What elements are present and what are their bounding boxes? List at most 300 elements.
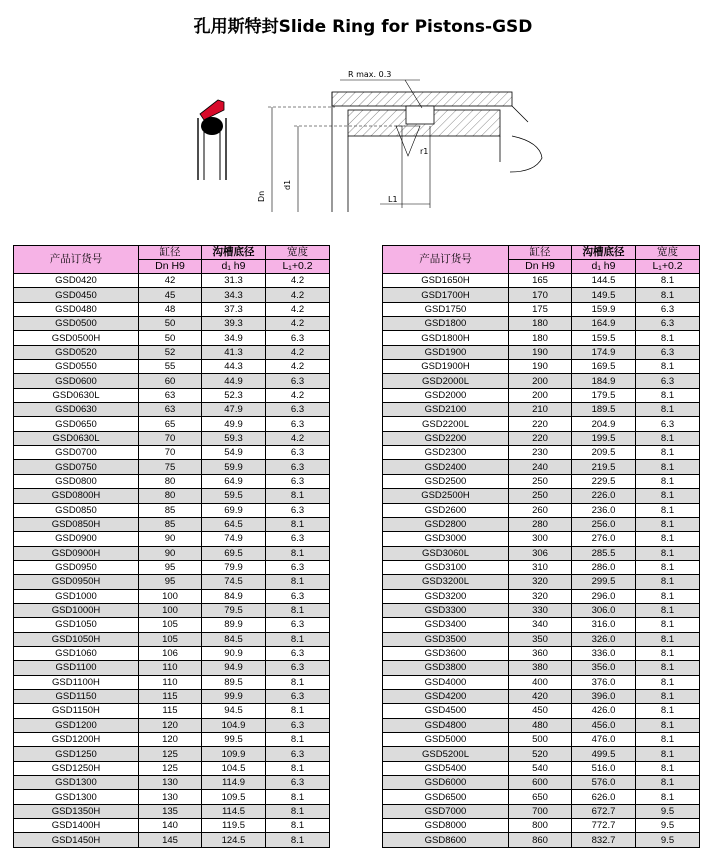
cell-part-no: GSD4500 xyxy=(383,704,509,718)
cell-part-no: GSD5000 xyxy=(383,733,509,747)
cell-bore: 70 xyxy=(139,431,202,445)
cell-width: 6.3 xyxy=(266,331,330,345)
header-part-no: 产品订货号 xyxy=(14,246,139,274)
cell-bore: 860 xyxy=(509,833,572,847)
cell-part-no: GSD3200L xyxy=(383,575,509,589)
cell-groove-diameter: 52.3 xyxy=(202,388,266,402)
cell-width: 8.1 xyxy=(636,776,700,790)
cell-groove-diameter: 189.5 xyxy=(572,403,636,417)
header-groove-cn: 沟槽底径 xyxy=(202,246,266,260)
cell-groove-diameter: 336.0 xyxy=(572,646,636,660)
cell-width: 4.2 xyxy=(266,274,330,288)
cell-part-no: GSD0900H xyxy=(14,546,139,560)
cell-bore: 540 xyxy=(509,761,572,775)
table-row xyxy=(14,503,330,517)
page-title: 孔用斯特封Slide Ring for Pistons-GSD xyxy=(193,17,533,37)
cell-width: 6.3 xyxy=(266,718,330,732)
cell-width: 8.1 xyxy=(266,833,330,847)
cell-groove-diameter: 626.0 xyxy=(572,790,636,804)
seal-cross-section-drawing xyxy=(190,62,560,222)
cell-groove-diameter: 326.0 xyxy=(572,632,636,646)
cell-width: 8.1 xyxy=(266,733,330,747)
cell-part-no: GSD2000 xyxy=(383,388,509,402)
table-row xyxy=(14,646,330,660)
table-row xyxy=(383,274,700,288)
cell-bore: 95 xyxy=(139,560,202,574)
cell-part-no: GSD1000 xyxy=(14,589,139,603)
cell-groove-diameter: 69.5 xyxy=(202,546,266,560)
cell-part-no: GSD0630L xyxy=(14,431,139,445)
cell-bore: 280 xyxy=(509,517,572,531)
table-row xyxy=(14,661,330,675)
cell-groove-diameter: 84.5 xyxy=(202,632,266,646)
cell-bore: 63 xyxy=(139,388,202,402)
cell-groove-diameter: 114.9 xyxy=(202,776,266,790)
cell-groove-diameter: 672.7 xyxy=(572,804,636,818)
table-row xyxy=(14,388,330,402)
cell-width: 6.3 xyxy=(636,417,700,431)
r1-dimension-label: r1 xyxy=(420,147,429,156)
cell-groove-diameter: 396.0 xyxy=(572,689,636,703)
cell-groove-diameter: 226.0 xyxy=(572,489,636,503)
table-row xyxy=(14,560,330,574)
cell-groove-diameter: 37.3 xyxy=(202,302,266,316)
cell-width: 6.3 xyxy=(266,532,330,546)
spec-table-right xyxy=(382,245,700,848)
table-row xyxy=(383,374,700,388)
table-row xyxy=(383,790,700,804)
cell-groove-diameter: 69.9 xyxy=(202,503,266,517)
cell-bore: 340 xyxy=(509,618,572,632)
cell-groove-diameter: 54.9 xyxy=(202,446,266,460)
cell-bore: 190 xyxy=(509,345,572,359)
table-row xyxy=(14,274,330,288)
table-row xyxy=(14,460,330,474)
cell-part-no: GSD3300 xyxy=(383,603,509,617)
radius-max-label: R max. 0.3 xyxy=(348,70,392,79)
cell-bore: 330 xyxy=(509,603,572,617)
table-row xyxy=(383,317,700,331)
cell-width: 8.1 xyxy=(636,288,700,302)
table-row xyxy=(383,761,700,775)
cell-width: 8.1 xyxy=(266,517,330,531)
cell-width: 4.2 xyxy=(266,345,330,359)
cell-groove-diameter: 89.9 xyxy=(202,618,266,632)
cell-width: 8.1 xyxy=(636,460,700,474)
cell-width: 6.3 xyxy=(266,474,330,488)
cell-bore: 230 xyxy=(509,446,572,460)
cell-part-no: GSD3060L xyxy=(383,546,509,560)
cell-groove-diameter: 832.7 xyxy=(572,833,636,847)
cell-bore: 130 xyxy=(139,790,202,804)
cell-part-no: GSD1060 xyxy=(14,646,139,660)
cell-part-no: GSD2500H xyxy=(383,489,509,503)
cell-bore: 250 xyxy=(509,489,572,503)
cell-groove-diameter: 576.0 xyxy=(572,776,636,790)
cell-width: 8.1 xyxy=(636,446,700,460)
cell-bore: 220 xyxy=(509,417,572,431)
cell-groove-diameter: 174.9 xyxy=(572,345,636,359)
table-row xyxy=(14,589,330,603)
cell-width: 8.1 xyxy=(636,560,700,574)
cell-groove-diameter: 285.5 xyxy=(572,546,636,560)
table-row xyxy=(14,345,330,359)
cell-bore: 65 xyxy=(139,417,202,431)
cell-bore: 125 xyxy=(139,747,202,761)
cell-part-no: GSD0500H xyxy=(14,331,139,345)
table-row xyxy=(14,532,330,546)
cell-bore: 520 xyxy=(509,747,572,761)
cell-groove-diameter: 149.5 xyxy=(572,288,636,302)
cell-groove-diameter: 104.5 xyxy=(202,761,266,775)
cell-groove-diameter: 59.5 xyxy=(202,489,266,503)
cell-width: 6.3 xyxy=(266,503,330,517)
cell-groove-diameter: 74.5 xyxy=(202,575,266,589)
cell-width: 4.2 xyxy=(266,302,330,316)
cell-width: 9.5 xyxy=(636,833,700,847)
table-row xyxy=(383,589,700,603)
table-row xyxy=(14,790,330,804)
cell-part-no: GSD0600 xyxy=(14,374,139,388)
cell-bore: 180 xyxy=(509,317,572,331)
table-row xyxy=(14,632,330,646)
cell-part-no: GSD2100 xyxy=(383,403,509,417)
cell-width: 8.1 xyxy=(636,274,700,288)
cell-part-no: GSD8600 xyxy=(383,833,509,847)
cell-groove-diameter: 34.9 xyxy=(202,331,266,345)
cell-width: 9.5 xyxy=(636,819,700,833)
cell-part-no: GSD2800 xyxy=(383,517,509,531)
cell-bore: 650 xyxy=(509,790,572,804)
table-row xyxy=(14,417,330,431)
cell-part-no: GSD1650H xyxy=(383,274,509,288)
cell-bore: 600 xyxy=(509,776,572,790)
cell-bore: 175 xyxy=(509,302,572,316)
cell-bore: 120 xyxy=(139,733,202,747)
table-row xyxy=(14,575,330,589)
cell-width: 4.2 xyxy=(266,288,330,302)
cell-groove-diameter: 456.0 xyxy=(572,718,636,732)
cell-part-no: GSD0800H xyxy=(14,489,139,503)
cell-bore: 260 xyxy=(509,503,572,517)
cell-bore: 480 xyxy=(509,718,572,732)
cell-part-no: GSD0420 xyxy=(14,274,139,288)
cell-part-no: GSD3400 xyxy=(383,618,509,632)
cell-width: 8.1 xyxy=(266,804,330,818)
table-row xyxy=(14,733,330,747)
header-groove-en: d₁ h9 xyxy=(572,260,636,274)
header-groove-en: d₁ h9 xyxy=(202,260,266,274)
cell-groove-diameter: 94.5 xyxy=(202,704,266,718)
table-row xyxy=(383,331,700,345)
table-row xyxy=(14,747,330,761)
cell-part-no: GSD0550 xyxy=(14,360,139,374)
cell-bore: 125 xyxy=(139,761,202,775)
cell-part-no: GSD2600 xyxy=(383,503,509,517)
cell-groove-diameter: 49.9 xyxy=(202,417,266,431)
seal-profile-icon xyxy=(198,100,226,180)
table-row xyxy=(14,403,330,417)
cell-bore: 106 xyxy=(139,646,202,660)
table-row xyxy=(383,833,700,847)
table-row xyxy=(383,489,700,503)
cell-bore: 190 xyxy=(509,360,572,374)
cell-groove-diameter: 99.9 xyxy=(202,689,266,703)
table-row xyxy=(383,819,700,833)
cell-width: 8.1 xyxy=(636,431,700,445)
table-row xyxy=(14,603,330,617)
cell-width: 6.3 xyxy=(636,374,700,388)
cell-bore: 360 xyxy=(509,646,572,660)
table-row xyxy=(383,646,700,660)
cell-part-no: GSD1200 xyxy=(14,718,139,732)
cell-width: 8.1 xyxy=(636,503,700,517)
cell-width: 6.3 xyxy=(266,417,330,431)
cell-width: 6.3 xyxy=(266,446,330,460)
cell-bore: 70 xyxy=(139,446,202,460)
cell-bore: 110 xyxy=(139,675,202,689)
cell-width: 4.2 xyxy=(266,431,330,445)
table-row xyxy=(14,489,330,503)
cell-part-no: GSD1250H xyxy=(14,761,139,775)
table-row xyxy=(383,546,700,560)
cell-bore: 80 xyxy=(139,489,202,503)
cell-groove-diameter: 184.9 xyxy=(572,374,636,388)
cell-width: 8.1 xyxy=(636,575,700,589)
cell-width: 8.1 xyxy=(636,790,700,804)
cell-part-no: GSD1050H xyxy=(14,632,139,646)
cell-width: 8.1 xyxy=(266,632,330,646)
table-row xyxy=(383,747,700,761)
cell-part-no: GSD1150 xyxy=(14,689,139,703)
cell-bore: 700 xyxy=(509,804,572,818)
cell-width: 6.3 xyxy=(266,560,330,574)
cell-bore: 45 xyxy=(139,288,202,302)
table-row xyxy=(14,431,330,445)
cell-part-no: GSD1100 xyxy=(14,661,139,675)
cell-bore: 500 xyxy=(509,733,572,747)
cell-bore: 110 xyxy=(139,661,202,675)
table-row xyxy=(383,431,700,445)
cell-width: 8.1 xyxy=(636,532,700,546)
cell-part-no: GSD0850H xyxy=(14,517,139,531)
cell-groove-diameter: 219.5 xyxy=(572,460,636,474)
cell-part-no: GSD2000L xyxy=(383,374,509,388)
cell-part-no: GSD1700H xyxy=(383,288,509,302)
cell-bore: 48 xyxy=(139,302,202,316)
header-bore-cn: 缸径 xyxy=(509,246,572,260)
cell-part-no: GSD1400H xyxy=(14,819,139,833)
table-row xyxy=(14,689,330,703)
table-row xyxy=(14,288,330,302)
cell-part-no: GSD0850 xyxy=(14,503,139,517)
cell-part-no: GSD0500 xyxy=(14,317,139,331)
cell-bore: 135 xyxy=(139,804,202,818)
cell-groove-diameter: 476.0 xyxy=(572,733,636,747)
cell-width: 8.1 xyxy=(636,761,700,775)
cell-width: 8.1 xyxy=(636,589,700,603)
cell-width: 8.1 xyxy=(636,718,700,732)
cell-groove-diameter: 44.3 xyxy=(202,360,266,374)
cell-width: 8.1 xyxy=(636,704,700,718)
cell-bore: 170 xyxy=(509,288,572,302)
cell-bore: 105 xyxy=(139,618,202,632)
table-row xyxy=(383,345,700,359)
cell-groove-diameter: 209.5 xyxy=(572,446,636,460)
cell-width: 8.1 xyxy=(636,733,700,747)
cell-width: 8.1 xyxy=(636,646,700,660)
cell-groove-diameter: 84.9 xyxy=(202,589,266,603)
cell-bore: 300 xyxy=(509,532,572,546)
cell-part-no: GSD6500 xyxy=(383,790,509,804)
cell-part-no: GSD2300 xyxy=(383,446,509,460)
cell-width: 8.1 xyxy=(636,546,700,560)
cell-groove-diameter: 169.5 xyxy=(572,360,636,374)
cell-bore: 90 xyxy=(139,546,202,560)
cell-groove-diameter: 90.9 xyxy=(202,646,266,660)
cell-groove-diameter: 159.9 xyxy=(572,302,636,316)
cell-groove-diameter: 772.7 xyxy=(572,819,636,833)
cell-width: 8.1 xyxy=(636,689,700,703)
cell-groove-diameter: 47.9 xyxy=(202,403,266,417)
cell-width: 8.1 xyxy=(266,603,330,617)
cell-width: 6.3 xyxy=(266,646,330,660)
cell-width: 6.3 xyxy=(266,776,330,790)
cell-groove-diameter: 44.9 xyxy=(202,374,266,388)
cell-part-no: GSD3200 xyxy=(383,589,509,603)
table-row xyxy=(14,833,330,847)
cell-groove-diameter: 164.9 xyxy=(572,317,636,331)
cell-part-no: GSD0950 xyxy=(14,560,139,574)
cell-width: 8.1 xyxy=(636,747,700,761)
cell-groove-diameter: 94.9 xyxy=(202,661,266,675)
cell-width: 8.1 xyxy=(266,546,330,560)
cell-groove-diameter: 199.5 xyxy=(572,431,636,445)
cell-groove-diameter: 74.9 xyxy=(202,532,266,546)
cell-width: 6.3 xyxy=(636,302,700,316)
cell-width: 4.2 xyxy=(266,360,330,374)
cell-width: 8.1 xyxy=(266,819,330,833)
cell-width: 8.1 xyxy=(266,790,330,804)
cell-bore: 120 xyxy=(139,718,202,732)
cell-width: 8.1 xyxy=(636,489,700,503)
cell-groove-diameter: 316.0 xyxy=(572,618,636,632)
cell-groove-diameter: 299.5 xyxy=(572,575,636,589)
cell-part-no: GSD1300 xyxy=(14,790,139,804)
table-row xyxy=(383,503,700,517)
cell-part-no: GSD4200 xyxy=(383,689,509,703)
table-row xyxy=(383,718,700,732)
cell-width: 8.1 xyxy=(636,388,700,402)
cell-bore: 210 xyxy=(509,403,572,417)
cell-bore: 320 xyxy=(509,589,572,603)
cell-part-no: GSD1350H xyxy=(14,804,139,818)
cell-part-no: GSD2200L xyxy=(383,417,509,431)
table-row xyxy=(383,403,700,417)
cell-part-no: GSD1250 xyxy=(14,747,139,761)
cell-part-no: GSD0630 xyxy=(14,403,139,417)
table-row xyxy=(14,474,330,488)
cell-part-no: GSD1800 xyxy=(383,317,509,331)
cell-part-no: GSD0650 xyxy=(14,417,139,431)
cell-bore: 85 xyxy=(139,503,202,517)
cell-groove-diameter: 179.5 xyxy=(572,388,636,402)
header-groove-cn: 沟槽底径 xyxy=(572,246,636,260)
cell-part-no: GSD1150H xyxy=(14,704,139,718)
table-row xyxy=(383,560,700,574)
table-row xyxy=(383,417,700,431)
cell-bore: 200 xyxy=(509,388,572,402)
cell-bore: 250 xyxy=(509,474,572,488)
cell-groove-diameter: 296.0 xyxy=(572,589,636,603)
cell-groove-diameter: 89.5 xyxy=(202,675,266,689)
cell-bore: 145 xyxy=(139,833,202,847)
cell-part-no: GSD1750 xyxy=(383,302,509,316)
cell-groove-diameter: 31.3 xyxy=(202,274,266,288)
cell-bore: 115 xyxy=(139,704,202,718)
cell-part-no: GSD3500 xyxy=(383,632,509,646)
table-row xyxy=(383,360,700,374)
cell-width: 8.1 xyxy=(266,675,330,689)
cell-part-no: GSD2500 xyxy=(383,474,509,488)
cell-part-no: GSD1900H xyxy=(383,360,509,374)
cell-width: 6.3 xyxy=(636,317,700,331)
cell-groove-diameter: 64.5 xyxy=(202,517,266,531)
cell-part-no: GSD0800 xyxy=(14,474,139,488)
cell-part-no: GSD7000 xyxy=(383,804,509,818)
cell-bore: 60 xyxy=(139,374,202,388)
cell-part-no: GSD0750 xyxy=(14,460,139,474)
cell-groove-diameter: 39.3 xyxy=(202,317,266,331)
cell-bore: 450 xyxy=(509,704,572,718)
table-row xyxy=(14,446,330,460)
cell-width: 6.3 xyxy=(266,460,330,474)
table-row xyxy=(383,733,700,747)
cell-bore: 50 xyxy=(139,317,202,331)
cell-groove-diameter: 426.0 xyxy=(572,704,636,718)
table-row xyxy=(14,675,330,689)
cell-part-no: GSD1300 xyxy=(14,776,139,790)
cell-part-no: GSD5200L xyxy=(383,747,509,761)
table-row xyxy=(383,446,700,460)
cell-width: 4.2 xyxy=(266,317,330,331)
header-width-cn: 宽度 xyxy=(636,246,700,260)
cell-bore: 100 xyxy=(139,603,202,617)
spec-table-left xyxy=(13,245,330,848)
cell-part-no: GSD0480 xyxy=(14,302,139,316)
cell-bore: 380 xyxy=(509,661,572,675)
cell-width: 6.3 xyxy=(266,374,330,388)
cell-part-no: GSD1200H xyxy=(14,733,139,747)
cell-bore: 130 xyxy=(139,776,202,790)
cell-bore: 85 xyxy=(139,517,202,531)
cell-part-no: GSD0950H xyxy=(14,575,139,589)
l1-dimension-label: L1 xyxy=(388,195,398,204)
cell-part-no: GSD0450 xyxy=(14,288,139,302)
table-row xyxy=(383,618,700,632)
cell-bore: 420 xyxy=(509,689,572,703)
cell-bore: 50 xyxy=(139,331,202,345)
cell-width: 6.3 xyxy=(266,618,330,632)
cell-width: 4.2 xyxy=(266,388,330,402)
cell-groove-diameter: 356.0 xyxy=(572,661,636,675)
table-row xyxy=(14,804,330,818)
cell-width: 8.1 xyxy=(636,517,700,531)
cell-bore: 100 xyxy=(139,589,202,603)
cell-width: 8.1 xyxy=(636,675,700,689)
cell-groove-diameter: 59.9 xyxy=(202,460,266,474)
cell-groove-diameter: 204.9 xyxy=(572,417,636,431)
